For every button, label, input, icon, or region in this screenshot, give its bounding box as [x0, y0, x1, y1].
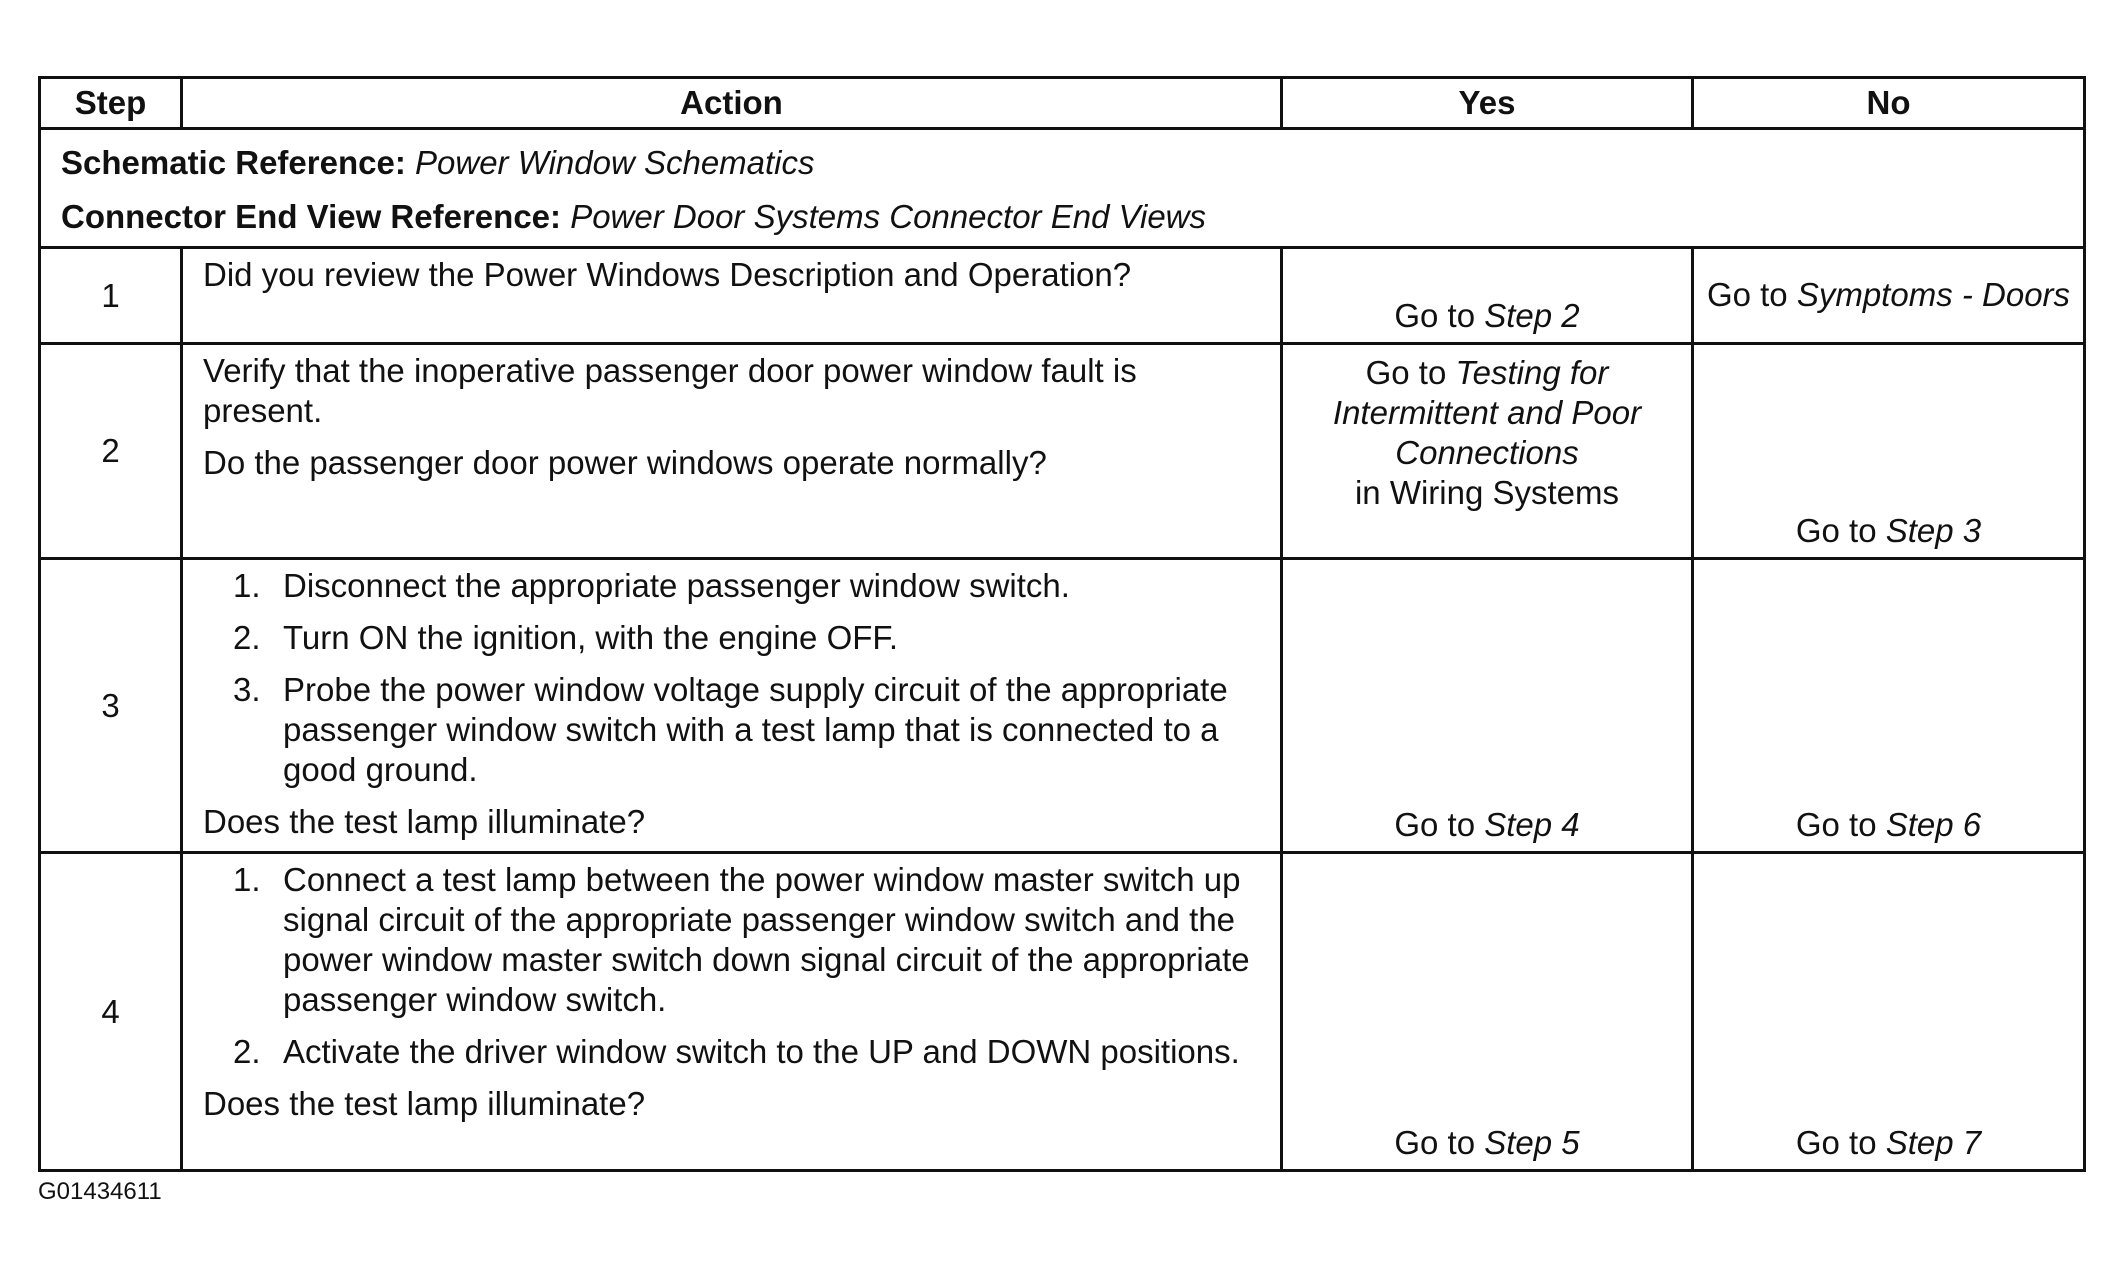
table-row	[40, 559, 2085, 853]
list-item: 2. Activate the driver window switch to the UP and DOWN positions.	[233, 1033, 1240, 1070]
action-cell	[182, 248, 1282, 344]
header-no: No	[1693, 78, 2085, 129]
header-action: Action	[182, 78, 1282, 129]
action-steps-list	[203, 860, 1260, 1072]
step-number: 1	[40, 248, 182, 344]
header-yes: Yes	[1282, 78, 1693, 129]
list-item-text: Turn ON the ignition, with the engine OFF.	[283, 619, 899, 656]
schematic-reference-label: Schematic Reference:	[61, 144, 406, 181]
diagnostic-table	[38, 76, 2086, 1172]
list-item-text: Activate the driver window switch to the UP and DOWN positions.	[283, 1033, 1240, 1070]
step-number: 4	[40, 853, 182, 1171]
no-prefix: Go to	[1706, 275, 1788, 313]
table-row	[40, 248, 2085, 344]
yes-link[interactable]: Testing for Intermittent and Poor Connections	[1332, 354, 1642, 471]
step-number: 3	[40, 559, 182, 853]
header-row	[40, 78, 2085, 129]
no-link[interactable]: Step 7	[1885, 1124, 1982, 1161]
connector-reference	[61, 190, 2063, 244]
yes-cell	[1282, 344, 1693, 559]
table-row	[40, 853, 2085, 1171]
action-cell	[182, 344, 1282, 559]
no-prefix: Go to	[1795, 806, 1877, 843]
list-item: 2. Turn ON the ignition, with the engine OFF.	[233, 619, 899, 656]
schematic-reference	[61, 136, 2063, 190]
action-question: Do the passenger door power windows operate normally?	[203, 444, 1047, 481]
yes-prefix: Go to	[1394, 297, 1476, 334]
no-cell	[1693, 559, 2085, 853]
no-prefix: Go to	[1795, 512, 1877, 549]
yes-link[interactable]: Step 5	[1484, 1124, 1580, 1161]
yes-link[interactable]: Step 2	[1484, 297, 1580, 334]
yes-prefix: Go to	[1365, 354, 1447, 391]
no-cell	[1693, 344, 2085, 559]
yes-cell	[1282, 248, 1693, 344]
action-text: Verify that the inoperative passenger door power window fault is present.	[203, 352, 1137, 429]
connector-reference-link[interactable]: Power Door Systems Connector End Views	[570, 198, 1207, 235]
action-question: Does the test lamp illuminate?	[203, 1085, 646, 1122]
action-steps-list	[203, 566, 1260, 790]
no-link[interactable]: Symptoms - Doors	[1796, 275, 2071, 313]
reference-row	[40, 129, 2085, 248]
action-cell	[182, 559, 1282, 853]
schematic-reference-link[interactable]: Power Window Schematics	[415, 144, 815, 181]
list-item: 3. Probe the power window voltage supply circuit of the appropriate passenger window switch with a test lamp that is connected to a good ground.	[233, 671, 1228, 788]
step-number: 2	[40, 344, 182, 559]
no-cell	[1693, 248, 2085, 344]
figure-code: G01434611	[38, 1178, 162, 1205]
yes-link[interactable]: Step 4	[1484, 806, 1580, 843]
list-item-text: Probe the power window voltage supply circuit of the appropriate passenger window switch with a test lamp that is connected to a good ground.	[283, 671, 1228, 788]
connector-reference-label: Connector End View Reference:	[61, 198, 562, 235]
action-question: Does the test lamp illuminate?	[203, 803, 646, 840]
action-cell	[182, 853, 1282, 1171]
header-step: Step	[40, 78, 182, 129]
no-cell	[1693, 853, 2085, 1171]
yes-suffix: in Wiring Systems	[1354, 474, 1620, 511]
list-item: 1. Disconnect the appropriate passenger window switch.	[233, 567, 1070, 604]
yes-prefix: Go to	[1394, 806, 1476, 843]
list-item: 1. Connect a test lamp between the power window master switch up signal circuit of the appropriate passenger window switch and the power window master switch down signal circuit of the appropriate passenger window switch.	[233, 861, 1250, 1018]
list-item-text: Connect a test lamp between the power window master switch up signal circuit of the appropriate passenger window switch and the power window master switch down signal circuit of the appropriate passenger window switch.	[283, 861, 1250, 1018]
no-link[interactable]: Step 6	[1885, 806, 1982, 843]
yes-cell	[1282, 559, 1693, 853]
no-prefix: Go to	[1795, 1124, 1877, 1161]
reference-cell	[40, 129, 2085, 248]
action-text: Did you review the Power Windows Description and Operation?	[203, 256, 1132, 293]
list-item-text: Disconnect the appropriate passenger window switch.	[283, 567, 1070, 604]
yes-cell	[1282, 853, 1693, 1171]
no-link[interactable]: Step 3	[1885, 512, 1982, 549]
table-row	[40, 344, 2085, 559]
yes-prefix: Go to	[1394, 1124, 1476, 1161]
